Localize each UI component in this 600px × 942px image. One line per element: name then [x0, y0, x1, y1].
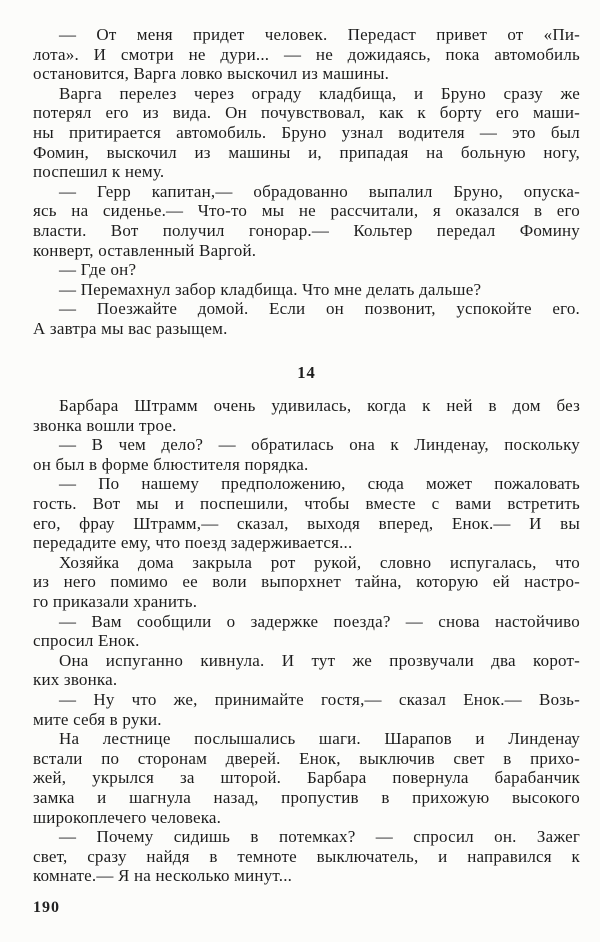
text-line: — Где он? [59, 260, 137, 280]
text-line: спросил Енок. [33, 631, 140, 651]
paragraph [33, 260, 580, 280]
text-line: — Перемахнул забор кладбища. Что мне делать дальше? [59, 279, 482, 299]
text-line: власти. Вот получил гонорар.— Кольтер передал Фомину [33, 220, 580, 240]
text-line: из него помимо ее воли выпорхнет тайна, которую ей настро- [33, 572, 580, 592]
text-line: На лестнице послышались шаги. Шарапов и Линденау [59, 729, 580, 749]
text-line: жей, укрылся за шторой. Барбара повернула барабанчик [33, 768, 580, 788]
paragraph [33, 84, 580, 182]
paragraph [33, 612, 580, 651]
paragraph [33, 25, 580, 84]
text-line: широкоплечего человека. [33, 807, 222, 827]
text-line: ких звонка. [33, 670, 118, 690]
text-line: мите себя в руки. [33, 709, 162, 729]
text-line: звонка вошли трое. [33, 415, 177, 435]
text-line: ясь на сиденье.— Что-то мы не рассчитали, я оказался в его [33, 201, 580, 221]
text-line: Барбара Штрамм очень удивилась, когда к ней в дом без [59, 396, 580, 416]
text-line: свет, сразу найдя в темноте выключатель, и направился к [33, 846, 580, 866]
text-line: — От меня придет человек. Передаст привет от «Пи- [59, 25, 580, 44]
text-line: Хозяйка дома закрыла рот рукой, словно испугалась, что [59, 552, 580, 572]
text-line: — Ну что же, принимайте гостя,— сказал Енок.— Возь- [59, 690, 580, 709]
paragraph [33, 827, 580, 886]
page-text-block [33, 0, 580, 886]
text-line: — По нашему предположению, сюда может пожаловать [59, 474, 580, 494]
text-line: А завтра мы вас разыщем. [33, 318, 228, 338]
text-line: его, фрау Штрамм,— сказал, выходя вперед, Енок.— И вы [33, 513, 580, 533]
text-line: комнате.— Я на несколько минут... [33, 866, 293, 886]
paragraph [33, 396, 580, 435]
paragraph [33, 690, 580, 729]
page-number: 190 [33, 899, 60, 916]
paragraph [33, 729, 580, 827]
text-line: гость. Вот мы и поспешили, чтобы вместе с вами встретить [33, 494, 580, 514]
paragraph [33, 435, 580, 474]
text-line: конверт, оставленный Варгой. [33, 240, 257, 260]
text-line: Варга перелез через ограду кладбища, и Бруно сразу же [59, 83, 580, 103]
text-line: поспешил к нему. [33, 162, 165, 182]
paragraph [33, 182, 580, 260]
text-line: он был в форме блюстителя порядка. [33, 454, 309, 474]
text-line: го приказали хранить. [33, 592, 198, 612]
text-line: — Почему сидишь в потемках? — спросил он. Зажег [59, 827, 580, 847]
text-line: Фомин, выскочил из машины и, припадая на больную ногу, [33, 142, 580, 162]
chapter-heading: 14 [297, 362, 316, 382]
text-line: — Вам сообщили о задержке поезда? — снова настойчиво [59, 611, 580, 631]
text-line: Она испуганно кивнула. И тут же прозвучали два корот- [59, 650, 580, 670]
paragraph [33, 280, 580, 300]
text-line: встали по сторонам дверей. Енок, выключив свет в прихо- [33, 748, 580, 768]
paragraph [33, 651, 580, 690]
paragraph [33, 474, 580, 552]
text-line: ны притирается автомобиль. Бруно узнал водителя — это был [33, 122, 580, 142]
text-line: — Поезжайте домой. Если он позвонит, успокойте его. [59, 299, 580, 319]
text-line: — В чем дело? — обратилась она к Линденау, поскольку [59, 435, 580, 455]
text-line: лота». И смотри не дури... — не дожидаясь, пока автомобиль [33, 44, 580, 64]
text-line: — Герр капитан,— обрадованно выпалил Бруно, опуска- [59, 181, 580, 201]
text-line: передадите ему, что поезд задерживается... [33, 533, 353, 553]
text-line: потерял его из вида. Он почувствовал, как к борту его маши- [33, 103, 580, 123]
text-line: остановится, Варга ловко выскочил из машины. [33, 64, 390, 84]
text-line: замка и шагнула назад, пропустив в прихожую высокого [33, 787, 580, 807]
paragraph [33, 299, 580, 338]
paragraph [33, 553, 580, 612]
